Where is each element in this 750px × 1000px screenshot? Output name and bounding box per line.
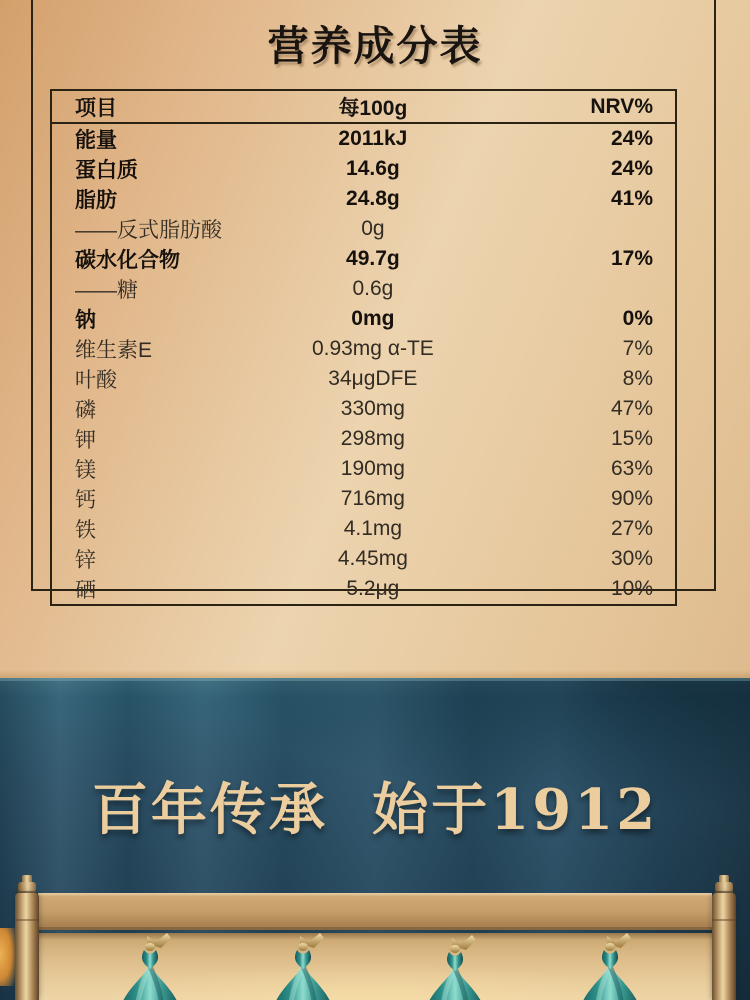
nutrition-label: 脂肪 <box>75 189 117 212</box>
nutrition-value: 14.6g <box>346 157 400 180</box>
nutrition-row <box>51 184 676 214</box>
nutrition-row <box>51 274 676 304</box>
nutrition-row <box>51 154 676 184</box>
product-pouch-icon <box>90 930 210 1000</box>
header-nrv: NRV% <box>590 94 653 118</box>
nutrition-label: 能量 <box>75 129 117 152</box>
nutrition-value: 190mg <box>340 457 405 480</box>
nutrition-nrv: 15% <box>610 427 653 450</box>
nutrition-value: 4.1mg <box>343 517 403 540</box>
nutrition-row <box>51 123 676 154</box>
nutrition-value: 0mg <box>351 307 395 330</box>
scroll-roller-right-icon <box>712 875 736 1000</box>
nutrition-row <box>51 454 676 484</box>
header-per100g: 每100g <box>338 96 408 120</box>
nutrition-label: 锌 <box>75 549 96 572</box>
nutrition-nrv: 41% <box>610 187 653 210</box>
nutrition-nrv: 30% <box>610 547 653 570</box>
nutrition-value: 2011kJ <box>338 127 408 150</box>
nutrition-label: 钾 <box>75 429 96 452</box>
nutrition-row <box>51 394 676 424</box>
nutrition-value: 49.7g <box>346 247 400 270</box>
nutrition-label: 铁 <box>75 519 96 542</box>
nutrition-row <box>51 334 676 364</box>
nutrition-value: 0.6g <box>352 277 394 300</box>
nutrition-label: 蛋白质 <box>75 159 138 182</box>
nutrition-nrv: 0% <box>622 307 653 330</box>
nutrition-value: 298mg <box>340 427 405 450</box>
nutrition-row <box>51 304 676 334</box>
product-pouch-icon <box>243 930 363 1000</box>
scroll-top-band <box>38 893 712 930</box>
nutrition-nrv <box>457 274 676 304</box>
nutrition-nrv: 17% <box>610 247 653 270</box>
product-pouch-icon <box>395 932 515 1000</box>
nutrition-nrv: 90% <box>610 487 653 510</box>
nutrition-value: 5.2μg <box>346 577 400 600</box>
nutrition-label: 钠 <box>75 309 96 332</box>
scroll-roller-left-icon <box>15 875 39 1000</box>
heritage-section <box>0 678 750 1000</box>
nutrition-row <box>51 424 676 454</box>
nutrition-label: 磷 <box>75 399 96 422</box>
nutrition-label: 叶酸 <box>75 369 117 392</box>
nutrition-nrv: 7% <box>622 337 653 360</box>
nutrition-row <box>51 214 676 244</box>
nutrition-value: 24.8g <box>346 187 400 210</box>
nutrition-value: 330mg <box>340 397 405 420</box>
nutrition-title: 营养成分表 <box>267 23 483 69</box>
nutrition-nrv: 8% <box>622 367 653 390</box>
nutrition-row <box>51 574 676 605</box>
nutrition-row <box>51 514 676 544</box>
nutrition-nrv <box>457 214 676 244</box>
nutrition-row <box>51 364 676 394</box>
nutrition-label: 钙 <box>75 489 96 512</box>
nutrition-label: 维生素E <box>75 339 153 362</box>
nutrition-label: ——糖 <box>75 279 138 302</box>
nutrition-row <box>51 244 676 274</box>
nutrition-value: 0g <box>361 217 385 240</box>
nutrition-value: 34μgDFE <box>328 367 418 390</box>
header-item: 项目 <box>75 96 117 120</box>
nutrition-value: 4.45mg <box>337 547 408 570</box>
nutrition-value: 0.93mg α-TE <box>311 337 434 360</box>
nutrition-nrv: 27% <box>610 517 653 540</box>
heritage-headline: 百年传承 始于1912 <box>91 777 659 843</box>
product-pouch-icon <box>550 930 670 1000</box>
nutrition-label: 硒 <box>75 579 96 602</box>
nutrition-label: ——反式脂肪酸 <box>75 219 222 242</box>
nutrition-nrv: 10% <box>610 577 653 600</box>
nutrition-nrv: 63% <box>610 457 653 480</box>
nutrition-nrv: 24% <box>610 127 653 150</box>
nutrition-nrv: 24% <box>610 157 653 180</box>
flame-glow-icon <box>0 928 15 986</box>
nutrition-row <box>51 544 676 574</box>
nutrition-value: 716mg <box>340 487 405 510</box>
nutrition-header-row <box>51 90 676 123</box>
nutrition-label: 碳水化合物 <box>75 249 180 272</box>
nutrition-table-body <box>51 123 676 605</box>
nutrition-label: 镁 <box>75 459 96 482</box>
nutrition-table <box>50 89 677 606</box>
nutrition-row <box>51 484 676 514</box>
nutrition-nrv: 47% <box>610 397 653 420</box>
